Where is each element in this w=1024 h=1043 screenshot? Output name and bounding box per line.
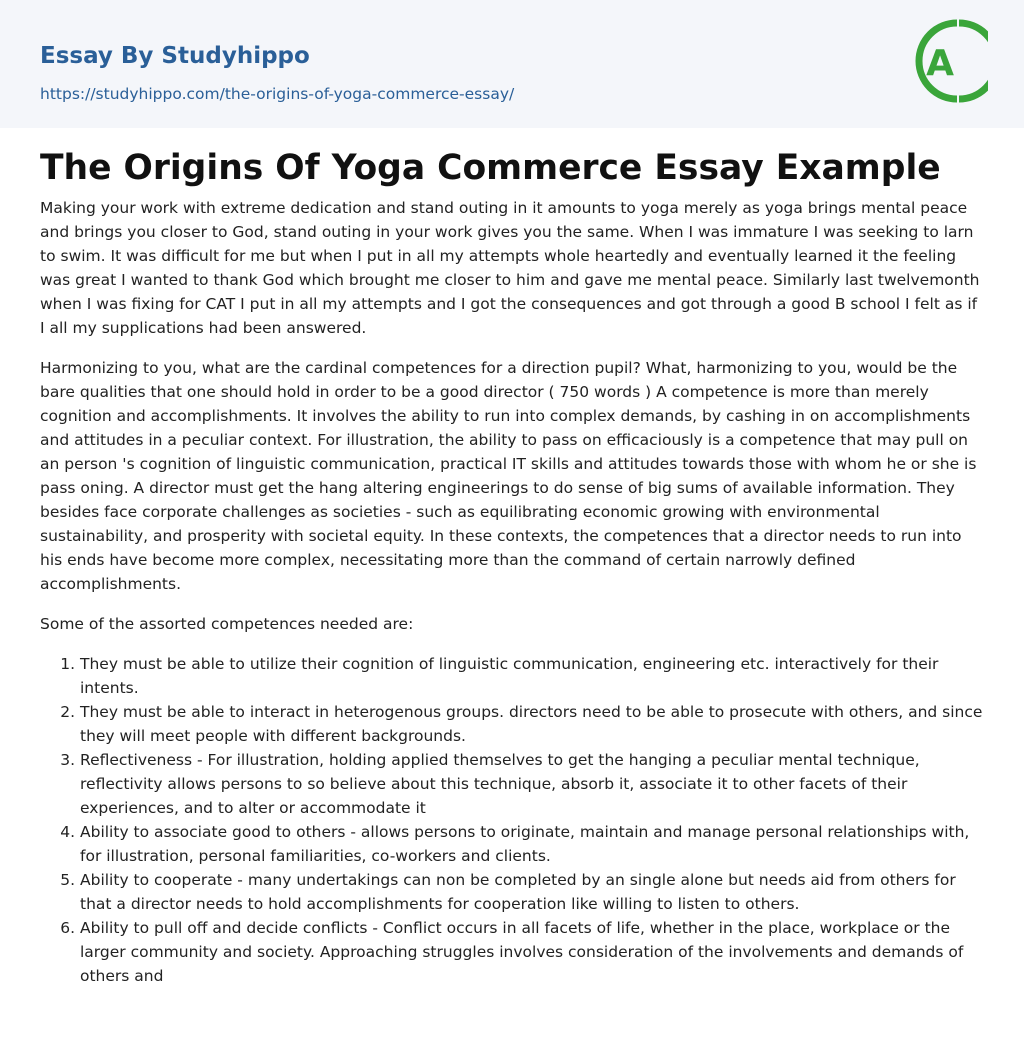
list-item: 5. Ability to cooperate - many undertakings can non be completed by an single alone but needs aid from others for that a director needs to hold accomplishments for cooperation like willing to listen to others. <box>80 868 984 916</box>
list-item: 6. Ability to pull off and decide conflicts - Conflict occurs in all facets of life, whether in the place, workplace or the larger community and society. Approaching struggles involves consideration of the involvements and demands of others and <box>80 916 984 988</box>
paragraph-intro: Making your work with extreme dedication and stand outing in it amounts to yoga merely as yoga brings mental peace and brings you closer to God, stand outing in your work gives you the same. When I was immature I was seeking to larn to swim. It was difficult for me but when I put in all my attempts whole heartedly and eventually learned it the feeling was great I wanted to thank God which brought me closer to him and gave me mental peace. Similarly last twelvemonth when I was fixing for CAT I put in all my attempts and I got the consequences and got through a good B school I felt as if I all my supplications had been answered. <box>40 199 980 337</box>
brand-title[interactable]: Essay By Studyhippo <box>40 43 310 69</box>
list-item: 2. They must be able to interact in heterogenous groups. directors need to be able to prosecute with others, and since they will meet people with different backgrounds. <box>80 700 984 748</box>
article-content <box>40 146 984 988</box>
logo-letter: A <box>926 43 954 84</box>
list-item: 1. They must be able to utilize their cognition of linguistic communication, engineering etc. interactively for their intents. <box>80 652 984 700</box>
paragraph-list-intro: Some of the assorted competences needed are: <box>40 615 414 633</box>
studyhippo-logo-icon[interactable] <box>910 18 988 106</box>
list-item: 3. Reflectiveness - For illustration, holding applied themselves to get the hanging a peculiar mental technique, reflectivity allows persons to so believe about this technique, absorb it, associate it to other facets of their experiences, and to alter or accommodate it <box>80 748 984 820</box>
page-url-link[interactable]: https://studyhippo.com/the-origins-of-yoga-commerce-essay/ <box>40 85 515 103</box>
paragraph-competences: Harmonizing to you, what are the cardinal competences for a direction pupil? What, harmonizing to you, would be the bare qualities that one should hold in order to be a good director ( 750 words ) A competence is more than merely cognition and accomplishments. It involves the ability to run into complex demands, by cashing in on accomplishments and attitudes in a peculiar context. For illustration, the ability to pass on efficaciously is a competence that may pull on an person 's cognition of linguistic communication, practical IT skills and attitudes towards those with whom he or she is pass oning. A director must get the hang altering engineerings to do sense of big sums of available information. They besides face corporate challenges as societies - such as equilibrating economic growing with environmental sustainability, and prosperity with societal equity. In these contexts, the competences that a director needs to run into his ends have become more complex, necessitating more than the command of certain narrowly defined accomplishments. <box>40 359 977 593</box>
site-header <box>0 0 1024 128</box>
competences-list <box>40 652 984 988</box>
page-title: The Origins Of Yoga Commerce Essay Example <box>40 148 941 188</box>
list-item: 4. Ability to associate good to others - allows persons to originate, maintain and manage personal relationships with, for illustration, personal familiarities, co-workers and clients. <box>80 820 984 868</box>
